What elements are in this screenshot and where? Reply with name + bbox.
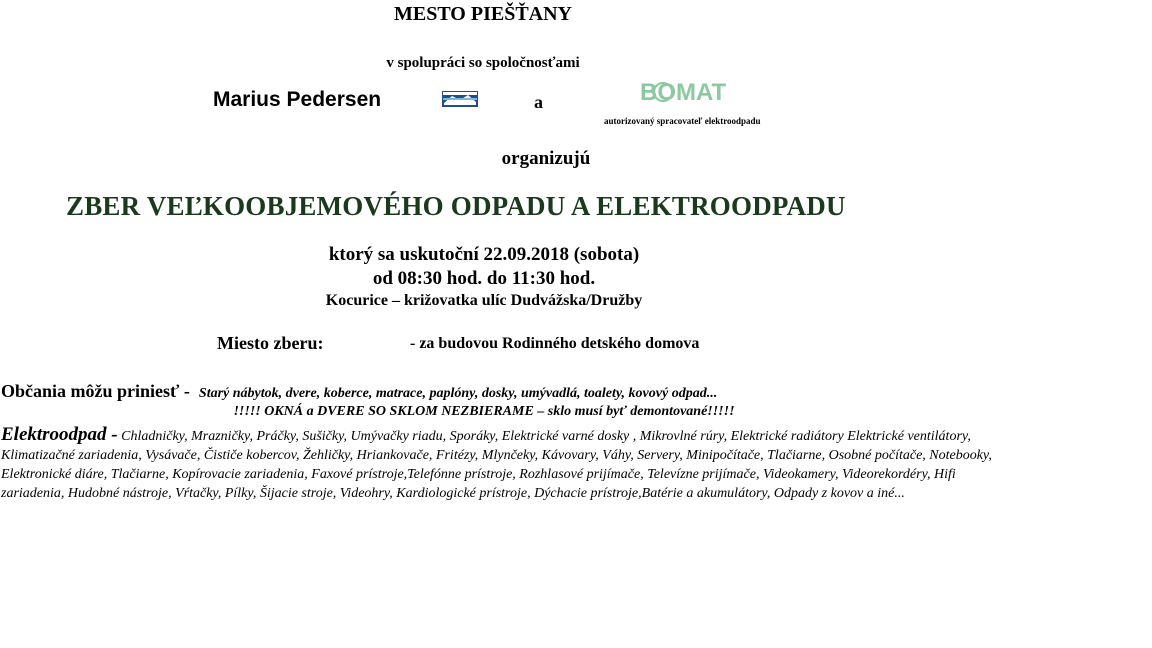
partner-marius-pedersen: Marius Pedersen — [213, 88, 382, 111]
elektroodpad-label: Elektroodpad - — [1, 424, 118, 445]
event-headline: ZBER VEĽKOOBJEMOVÉHO ODPADU A ELEKTROODPADU — [66, 191, 846, 221]
citizens-line — [1, 381, 717, 402]
event-time: od 08:30 hod. do 11:30 hod. — [372, 268, 596, 289]
organize-line: organizujú — [501, 148, 591, 169]
marius-pedersen-logo — [442, 91, 478, 107]
bomat-logo-text: BOMAT — [640, 79, 727, 106]
citizens-items: Starý nábytok, dvere, koberce, matrace, paplóny, dosky, umývadlá, toalety, kovový odpad... — [198, 386, 718, 401]
city-title: MESTO PIEŠŤANY — [393, 3, 572, 25]
glass-warning: !!!!! OKNÁ a DVERE SO SKLOM NEZBIERAME – sklo musí byť demontované!!!!! — [233, 404, 735, 419]
citizens-label: Občania môžu priniesť — [1, 381, 180, 401]
citizens-dash: - — [179, 381, 199, 401]
event-location: Kocurice – križovatka ulíc Dudvážska/Družby — [325, 292, 643, 309]
place-value: - za budovou Rodinného detského domova — [410, 335, 700, 352]
cooperation-line: v spolupráci so spoločnosťami — [386, 55, 580, 71]
elektroodpad-items: Chladničky, Mrazničky, Práčky, Sušičky, Umývačky riadu, Sporáky, Elektrické varné dosky , Mikrovlné rúry, Elektrické radiátory Elektrické ventilátory, Klimatizačné zariadenia, Vysávače, Čističe kobercov, Žehličky, Hriankovače, Fritézy, Mlynčeky, Kávovary, Váhy, Servery, Minipočítače, Tlačiarne, Osobné počítače, Notebooky, Elektronické diáre, Tlačiarne, Kopírovacie zariadenia, Faxové prístroje,Telefónne prístroje, Rozhlasové prijímače, Televízne prijímače, Videokamery, Videorekordéry, Hifi zariadenia, Hudobné nástroje, Vŕtačky, Pílky, Šijacie stroje, Videohry, Kardiologické prístroje, Dýchacie prístroje,Batérie a akumulátory, Odpady z kovov a iné... — [1, 429, 992, 501]
bomat-subtitle: autorizovaný spracovateľ elektroodpadu — [604, 116, 761, 126]
conjunction: a — [534, 92, 543, 112]
place-label: Miesto zberu: — [217, 333, 324, 353]
bomat-logo — [640, 78, 758, 106]
event-date: ktorý sa uskutoční 22.09.2018 (sobota) — [328, 244, 640, 265]
elektroodpad-list — [1, 425, 1001, 503]
